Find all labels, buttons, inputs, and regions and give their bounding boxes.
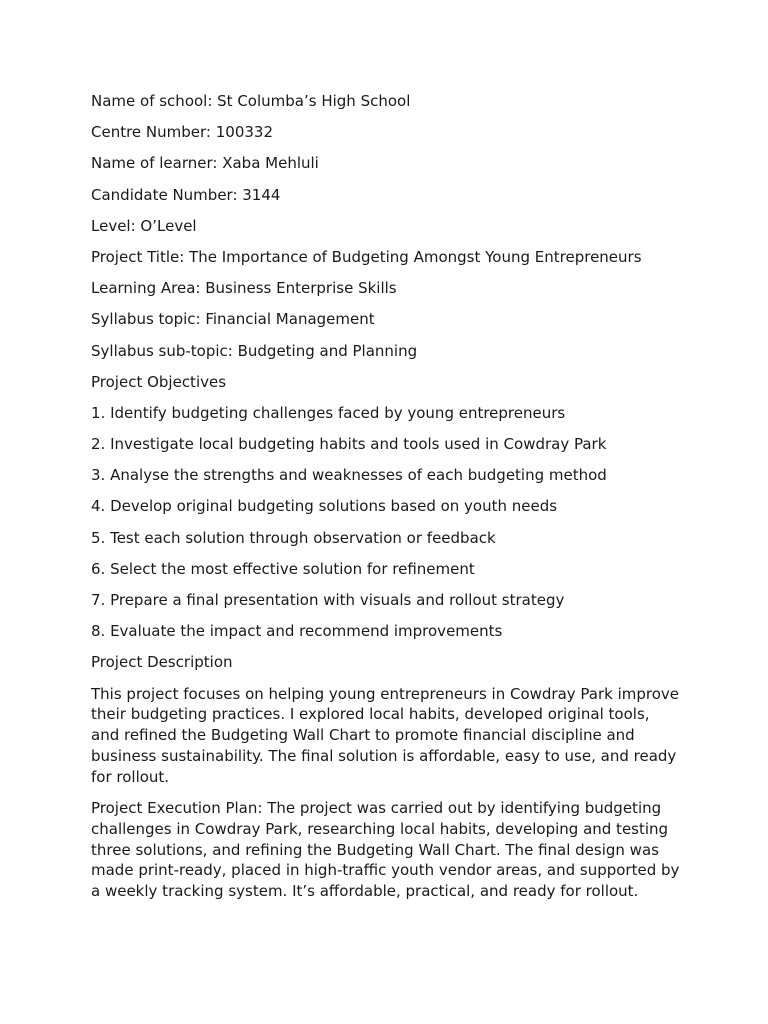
- objective-item: 1. Identify budgeting challenges faced by young entrepreneurs: [91, 403, 566, 422]
- objectives-heading: Project Objectives: [91, 372, 227, 391]
- syllabus-topic: Syllabus topic: Financial Management: [91, 310, 375, 329]
- description-heading: Project Description: [91, 653, 233, 672]
- objective-item: 3. Analyse the strengths and weaknesses of each budgeting method: [91, 466, 607, 485]
- level: Level: O’Level: [91, 216, 197, 235]
- document-page: [91, 91, 681, 912]
- school-name: Name of school: St Columba’s High School: [91, 92, 411, 110]
- learning-area: Learning Area: Business Enterprise Skills: [91, 279, 397, 298]
- centre-number: Centre Number: 100332: [91, 123, 273, 142]
- objective-item: 7. Prepare a final presentation with visuals and rollout strategy: [91, 591, 565, 609]
- objective-item: 8. Evaluate the impact and recommend improvements: [91, 622, 503, 641]
- objective-item: 5. Test each solution through observation or feedback: [91, 528, 496, 547]
- syllabus-subtopic: Syllabus sub-topic: Budgeting and Planning: [91, 341, 418, 360]
- description-body: This project focuses on helping young entrepreneurs in Cowdray Park improve their budgeting practices. I explored local habits, developed original tools, and refined the Budgeting Wall Chart to promote financial discipline and business sustainability. The final solution is affordable, easy to use, and ready for rollout.: [91, 684, 680, 786]
- objective-item: 4. Develop original budgeting solutions based on youth needs: [91, 497, 558, 516]
- candidate-number: Candidate Number: 3144: [91, 185, 281, 204]
- learner-name: Name of learner: Xaba Mehluli: [91, 154, 319, 173]
- execution-plan-body: Project Execution Plan: The project was carried out by identifying budgeting challenges in Cowdray Park, researching local habits, developing and testing three solutions, and refining the Budgeting Wall Chart. The final design was made print-ready, placed in high-traffic youth vendor areas, and supported by a weekly tracking system. It’s affordable, practical, and ready for rollout.: [91, 798, 680, 901]
- project-title: Project Title: The Importance of Budgeting Amongst Young Entrepreneurs: [91, 247, 642, 266]
- objective-item: 2. Investigate local budgeting habits and tools used in Cowdray Park: [91, 435, 607, 454]
- objective-item: 6. Select the most effective solution for refinement: [91, 559, 475, 578]
